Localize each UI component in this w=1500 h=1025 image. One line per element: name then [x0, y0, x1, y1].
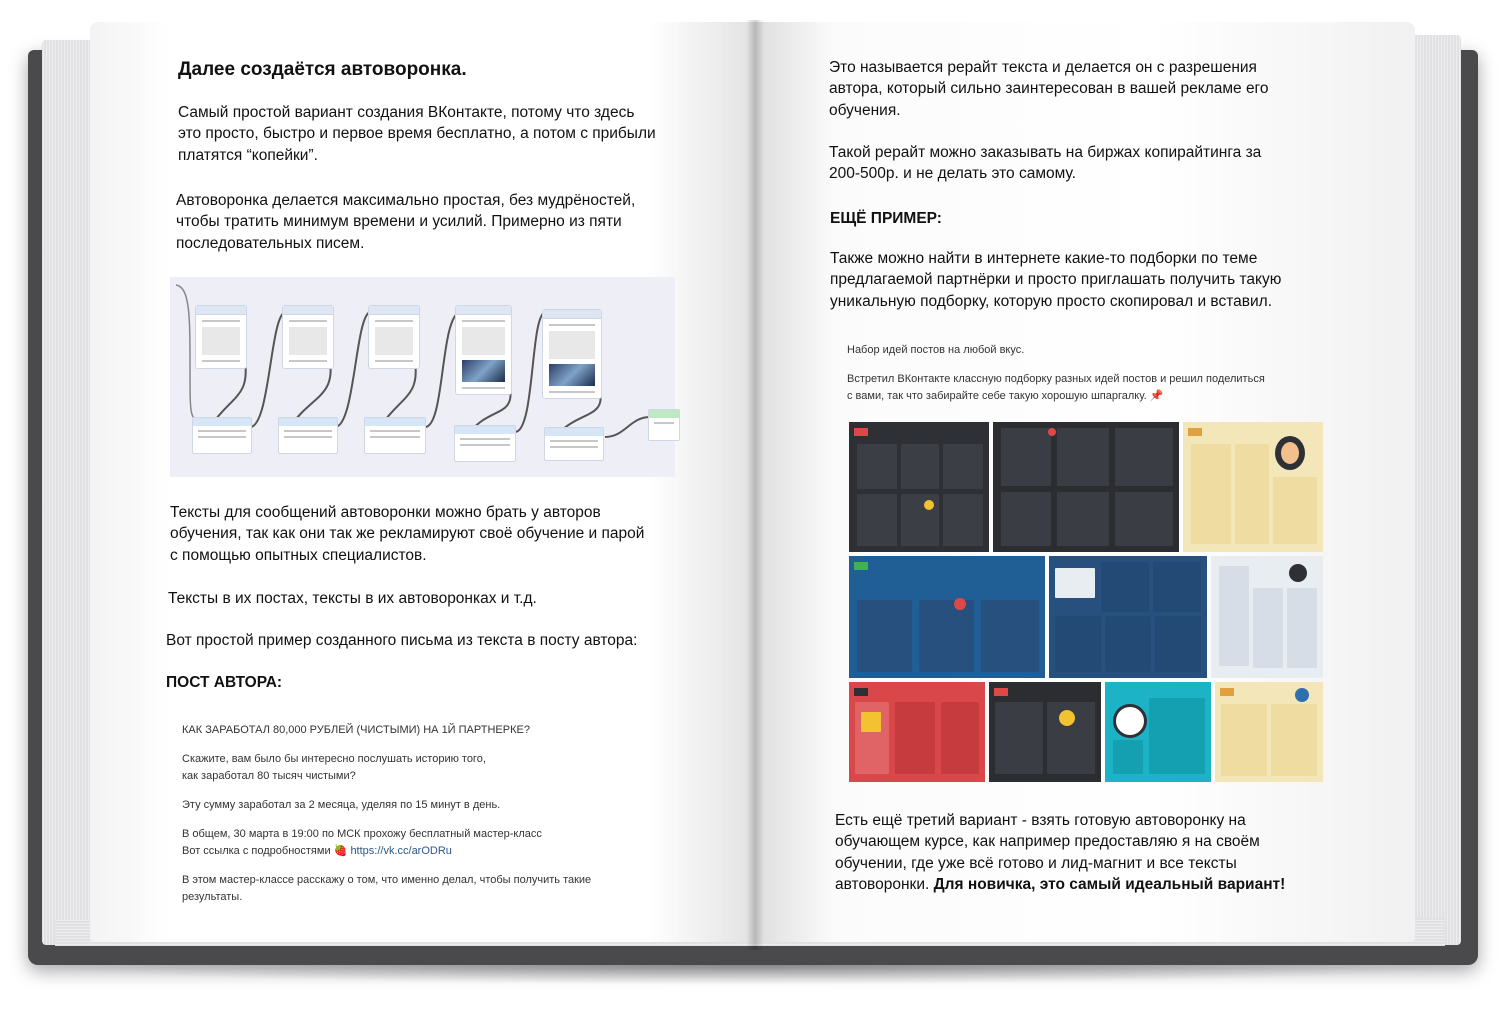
funnel-message-card-1: [195, 305, 247, 369]
right-page: [755, 22, 1415, 942]
infographic-tile-generous: [849, 556, 1045, 678]
funnel-delay-node-3: [364, 417, 426, 454]
funnel-message-card-5: [542, 309, 602, 399]
paragraph-collections: Также можно найти в интернете какие-то подборки по теме предлагаемой партнёрки и просто приглашать получить такую уникальную подборку, которую просто скопировал и вставил.: [830, 250, 1282, 310]
paragraph-rewrite: Это называется рерайт текста и делается он с разрешения автора, который сильно заинтересован в вашей рекламе его обучения.: [829, 59, 1269, 119]
left-page: [90, 22, 755, 942]
infographic-tile-punctual: [1105, 682, 1211, 782]
infographic-tile-interactive: [1049, 556, 1207, 678]
infographic-tile-businesslike: [1215, 682, 1323, 782]
infographic-tile-human: [1183, 422, 1323, 552]
paragraph-texts-source: Тексты для сообщений автоворонки можно брать у авторов обучения, так как они так же рекламируют своё обучение и парой с помощью опытных специалистов.: [170, 504, 645, 564]
author-post-excerpt: КАК ЗАРАБОТАЛ 80,000 РУБЛЕЙ (ЧИСТЫМИ) НА 1Й ПАРТНЕРКЕ? Скажите, вам было бы интересно послушать историю того, как заработал 80 тысяч чистыми? Эту сумму заработал за 2 месяца, уделяя по 15 минут в день. В общем, 30 марта в 19:00 по МСК прохожу бесплатный мастер-класс Вот ссылка с подробностями 🍓 https://vk.cc/arODRu В этом мастер-классе расскажу о том, что именно делал, чтобы получить такие результаты.: [182, 724, 592, 904]
infographic-tile-useful-light: [1211, 556, 1323, 678]
infographic-tile-entertaining: [989, 682, 1101, 782]
funnel-delay-node-4: [454, 425, 516, 462]
autofunnel-diagram: [170, 277, 675, 477]
funnel-delay-node-1: [192, 417, 252, 454]
paragraph-third-option: Есть ещё третий вариант - взять готовую автоворонку на обучающем курсе, как например предоставляю я на своём обучении, где уже всё готово и лид-магнит и все тексты автоворонки. Для новичка, это самый идеальный вариант!: [835, 812, 1286, 894]
infographic-tile-controversial: [849, 682, 985, 782]
paragraph-intro: Самый простой вариант создания ВКонтакте, потому что здесь это просто, быстро и первое время бесплатно, а потом с прибыли платятся “копейки”.: [178, 104, 656, 164]
post-ideas-infographic-collage: [849, 422, 1323, 782]
funnel-message-card-4: [455, 305, 512, 395]
infographic-tile-discussion: [993, 422, 1179, 552]
funnel-delay-node-2: [278, 417, 338, 454]
infographic-tile-useful: [849, 422, 989, 552]
pushpin-emoji-icon: 📌: [1149, 390, 1164, 403]
paragraph-texts-list: Тексты в их постах, тексты в их автоворонках и т.д.: [168, 590, 537, 607]
paragraph-rewrite-order: Такой рерайт можно заказывать на биржах копирайтинга за 200-500р. и не делать это самому.: [829, 144, 1262, 183]
book-spine-gutter: [746, 20, 764, 950]
subheading-another-example: ЕЩЁ ПРИМЕР:: [830, 210, 942, 227]
subheading-author-post: ПОСТ АВТОРА:: [166, 674, 283, 691]
collection-post-excerpt: Набор идей постов на любой вкус. Встретил ВКонтакте классную подборку разных идей постов и решил поделиться с вами, так что забирайте себе такую хорошую шпаргалку. 📌: [847, 344, 1265, 403]
funnel-message-card-2: [282, 305, 334, 369]
post-link[interactable]: https://vk.cc/arODRu: [350, 845, 452, 858]
funnel-delay-node-5: [544, 427, 604, 461]
beginner-recommendation: Для новичка, это самый идеальный вариант!: [933, 876, 1286, 894]
paragraph-simple-funnel: Автоворонка делается максимально простая, без мудрёностей, чтобы тратить минимум времени и усилий. Примерно из пяти последовательных писем.: [176, 192, 636, 252]
funnel-end-node: [648, 409, 680, 441]
strawberry-emoji-icon: 🍓: [333, 845, 348, 858]
funnel-message-card-3: [368, 305, 420, 369]
paragraph-example-intro: Вот простой пример созданного письма из текста в посту автора:: [166, 632, 638, 649]
page-heading: Далее создаётся автоворонка.: [178, 59, 467, 80]
